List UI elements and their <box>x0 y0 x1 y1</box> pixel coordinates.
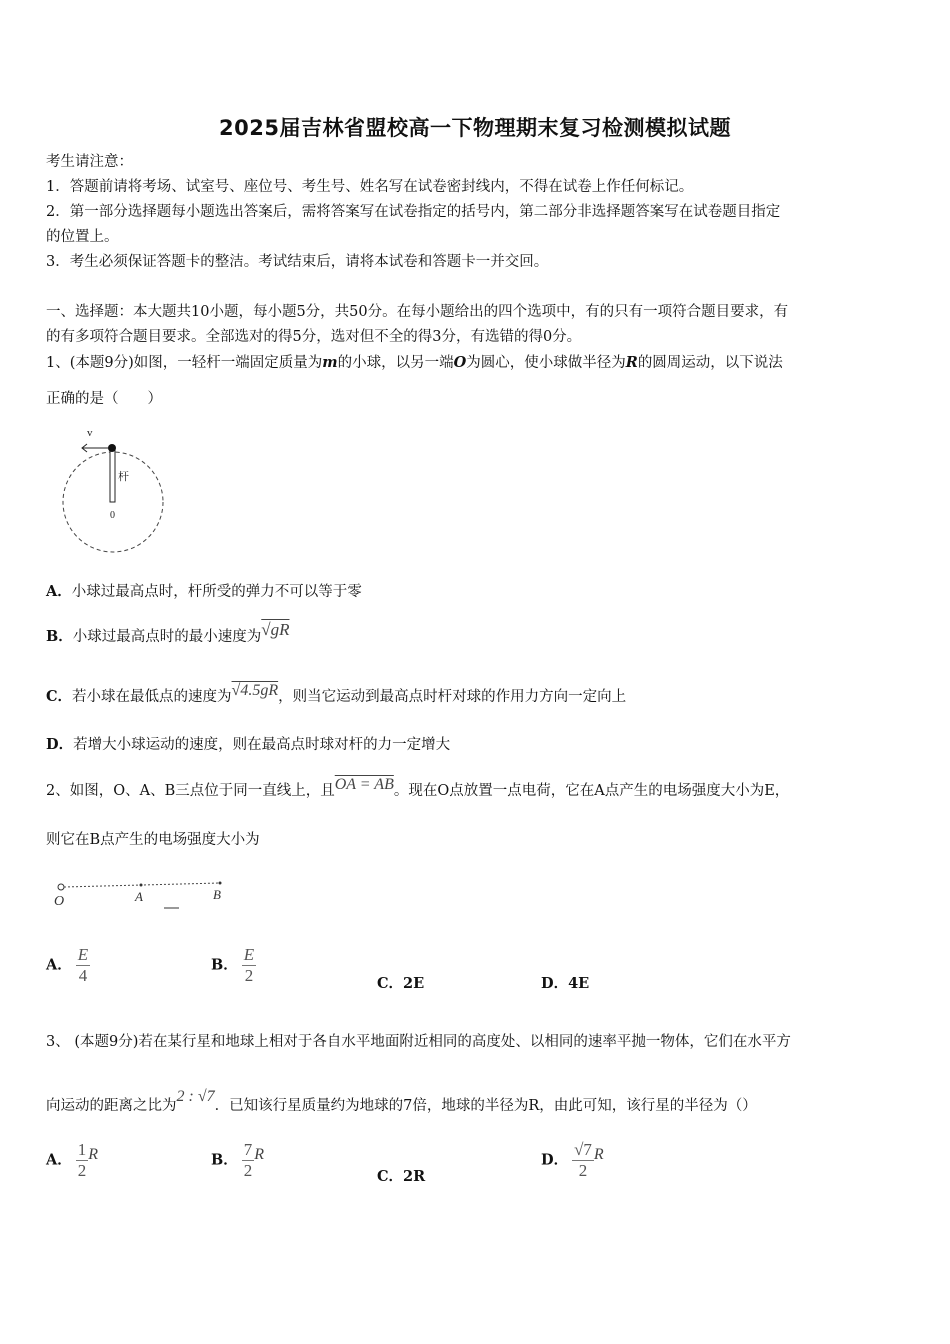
option-label: A． <box>46 956 72 974</box>
option-label: D． <box>46 736 74 753</box>
q3-ratio: 2 : √7 <box>176 1088 215 1105</box>
fraction-numerator: E <box>243 945 255 964</box>
option-label: C． <box>46 688 73 705</box>
fraction-numerator: E <box>77 945 89 964</box>
question-1-stem <box>46 350 906 376</box>
notice-item: 的位置上。 <box>46 229 119 245</box>
option-label: A． <box>46 583 72 600</box>
notice-item: 1．答题前请将考场、试室号、座位号、考生号、姓名写在试卷密封线内，不得在试卷上作任何标记。 <box>46 179 694 195</box>
point-a-label: A <box>135 889 143 904</box>
option-text: 小球过最高点时的最小速度为 <box>72 629 262 645</box>
fraction <box>242 945 256 986</box>
q1-text: 为圆心，使小球做半径为 <box>466 355 626 371</box>
option-text: 若增大小球运动的速度，则在最高点时球对杆的力一定增大 <box>73 737 451 753</box>
fraction <box>242 1140 255 1181</box>
option-label: D． <box>541 1151 569 1169</box>
q2-text: 2、如图，O、A、B三点位于同一直线上，且 <box>46 783 335 799</box>
option-label: D． <box>541 975 569 992</box>
q3-text: 向运动的距离之比为 <box>46 1098 177 1114</box>
fraction <box>572 1140 594 1181</box>
q1-option-b[interactable] <box>46 620 290 646</box>
option-text: 2R <box>403 1168 426 1185</box>
section-instructions: 一、选择题：本大题共10小题，每小题5分，共50分。在每小题给出的四个选项中，有的只有一项符合题目要求，有 <box>46 304 789 320</box>
rod <box>110 450 115 502</box>
question-2-stem <box>46 778 906 804</box>
option-text: 若小球在最低点的速度为 <box>72 689 232 705</box>
option-label: A． <box>46 1151 72 1169</box>
question-2-stem-cont: 则它在B点产生的电场强度大小为 <box>46 832 260 848</box>
notice-item: 3．考生必须保证答题卡的整洁。考试结束后，请将本试卷和答题卡一并交回。 <box>46 254 549 270</box>
question-1-stem-cont: 正确的是（ ） <box>46 391 162 407</box>
fraction <box>76 945 90 986</box>
option-label: B． <box>211 956 238 974</box>
ball <box>108 444 116 452</box>
fraction-suffix: R <box>593 1145 604 1163</box>
q3-option-a[interactable] <box>46 1140 98 1181</box>
q2-option-d[interactable] <box>541 972 589 993</box>
notice-heading: 考生请注意： <box>46 154 133 170</box>
option-text: 4E <box>568 975 590 992</box>
q1-text: 的小球，以另一端 <box>337 355 454 371</box>
q2-line-figure <box>48 872 238 916</box>
q1-text: 的圆周运动，以下说法 <box>637 355 783 371</box>
q1-text: 1、(本题9分)如图，一轻杆一端固定质量为 <box>46 355 323 371</box>
q1-circle-figure <box>56 420 176 565</box>
q1-center-symbol: O <box>453 354 467 371</box>
q1-radius-symbol: R <box>625 354 638 371</box>
q1-option-c[interactable] <box>46 682 627 706</box>
fraction-denominator: 2 <box>244 966 254 985</box>
q3-text: ．已知该行星质量约为地球的7倍，地球的半径为R，由此可知，该行星的半径为（） <box>214 1098 757 1114</box>
fraction-denominator: 2 <box>578 1161 588 1180</box>
fraction-numerator: 1 <box>77 1140 87 1159</box>
fraction-numerator: 7 <box>243 1140 253 1159</box>
point-b-label: B <box>213 887 221 902</box>
q1-mass-symbol: m <box>322 354 338 371</box>
q1-option-d[interactable] <box>46 733 450 754</box>
point-o-marker <box>58 884 64 890</box>
fraction <box>76 1140 89 1181</box>
rod-label: 杆 <box>118 471 129 483</box>
option-math: √4.5gR <box>231 682 279 699</box>
q2-option-b[interactable] <box>211 945 256 986</box>
q3-option-b[interactable] <box>211 1140 264 1181</box>
option-label: C． <box>377 975 404 992</box>
fraction-suffix: R <box>88 1145 99 1163</box>
option-math: √gR <box>261 620 290 639</box>
q2-text: 。现在O点放置一点电荷，它在A点产生的电场强度大小为E， <box>393 783 790 799</box>
fraction-suffix: R <box>254 1145 265 1163</box>
option-label: B． <box>46 628 73 645</box>
notice-item: 2．第一部分选择题每小题选出答案后，需将答案写在试卷指定的括号内，第二部分非选择题答案写在试卷题目指定 <box>46 204 781 220</box>
center-label: 0 <box>110 510 115 521</box>
fraction-denominator: 2 <box>243 1161 253 1180</box>
section-instructions: 的有多项符合题目要求。全部选对的得5分，选对但不全的得3分，有选错的得0分。 <box>46 329 582 345</box>
option-text: ，则当它运动到最高点时杆对球的作用力方向一定向上 <box>278 689 627 705</box>
fraction-denominator: 2 <box>77 1161 87 1180</box>
question-3-stem: 3、 (本题9分)若在某行星和地球上相对于各自水平地面附近相同的高度处、以相同的速率平抛一物体，它们在水平方 <box>46 1034 791 1050</box>
fraction-numerator: √7 <box>574 1140 592 1159</box>
q2-option-a[interactable] <box>46 945 90 986</box>
page-title: 2025届吉林省盟校高一下物理期末复习检测模拟试题 <box>219 116 731 140</box>
option-label: C． <box>377 1168 404 1185</box>
point-o-label: O <box>54 894 65 909</box>
fraction-denominator: 4 <box>78 966 88 985</box>
q2-equation: OA = AB <box>334 776 394 793</box>
q1-option-a[interactable] <box>46 580 362 601</box>
point-b-marker <box>219 882 222 885</box>
option-label: B． <box>211 1151 238 1169</box>
point-a-marker <box>140 884 143 887</box>
q3-option-c[interactable] <box>377 1165 425 1186</box>
option-text: 2E <box>403 975 425 992</box>
option-text: 小球过最高点时，杆所受的弹力不可以等于零 <box>71 584 362 600</box>
question-3-stem-cont <box>46 1088 906 1119</box>
q3-option-d[interactable] <box>541 1140 604 1181</box>
q2-option-c[interactable] <box>377 972 424 993</box>
velocity-label: v <box>87 427 93 439</box>
